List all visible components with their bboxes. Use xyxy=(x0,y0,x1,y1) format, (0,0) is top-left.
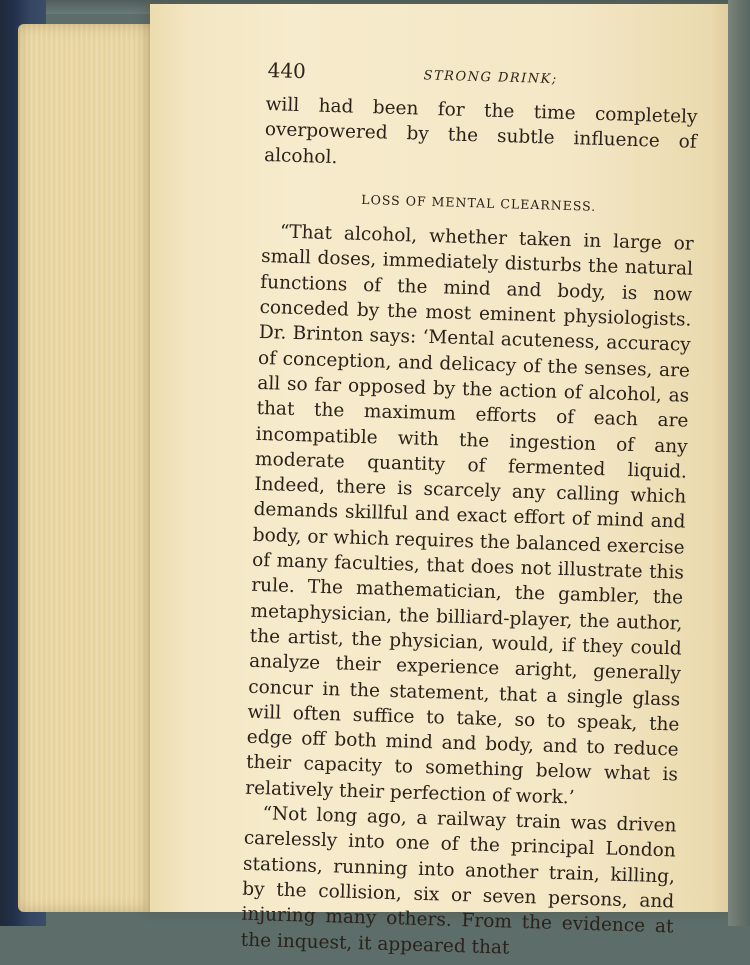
running-title: STRONG DRINK; xyxy=(423,68,558,88)
page-right-shadow xyxy=(728,0,750,926)
section-heading: LOSS OF MENTAL CLEARNESS. xyxy=(361,191,597,214)
opening-line: will had been for the time completely overpowered by the subtle influence of alcohol. xyxy=(263,93,698,168)
page-number: 440 xyxy=(267,58,307,84)
paragraph-1: “That alcohol, whether taken in large or small doses, immediately disturbs the natural functions of the mind and body, is now conceded by the most eminent physiologists. Dr. Brinton says: ‘Mental acuteness, accuracy of conception, and delicacy of the senses, are all so far opposed by the action of alcohol, as that the maximum efforts of each are incompatible with the ingestion of any moderate quantity of fermented liquid. Indeed, there is scarcely any calling which demands skillful and exact effort of mind and body, or which requires the balanced exercise of many faculties, that does not illustrate this rule. The mathematician, the gambler, the metaphysician, the billiard-player, the author, the artist, the physician, would, if they could analyze their experience aright, generally concur in the statement, that a single glass will often suffice to take, so to speak, the edge off both mind and body, and to reduce their capacity to something below what is relatively their perfection of work.’ xyxy=(245,221,694,809)
paragraph-2: “Not long ago, a railway train was driven carelessly into one of the principal London stations, running into another train, killing, by the collision, six or seven persons, and injuring many others. From the evidence at the inquest, it appeared that xyxy=(240,803,677,959)
page-text xyxy=(240,92,697,965)
